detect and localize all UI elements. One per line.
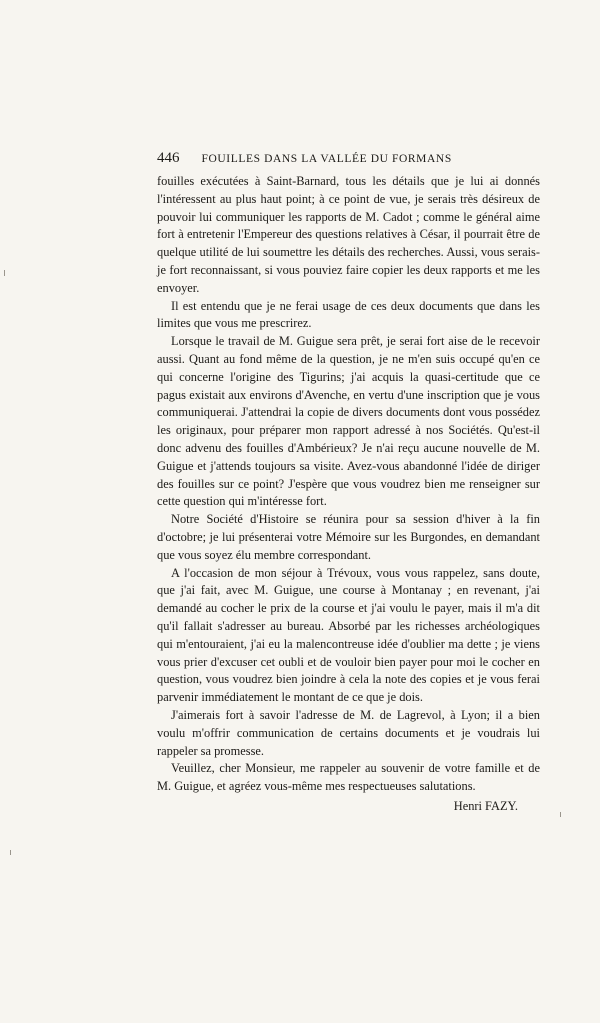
paragraph: Il est entendu que je ne ferai usage de ces deux documents que dans les limites que vous me prescrirez. (157, 298, 540, 331)
page-header (157, 150, 540, 167)
paragraph: Veuillez, cher Monsieur, me rappeler au souvenir de votre famille et de M. Guigue, et agréez vous-même mes respectueuses salutations. (157, 761, 540, 794)
paragraph: Notre Société d'Histoire se réunira pour sa session d'hiver à la fin d'octobre; je lui présenterai votre Mémoire sur les Burgondes, en demandant que vous soyez élu membre correspondant. (157, 512, 540, 562)
page-body (157, 150, 540, 816)
paragraph: A l'occasion de mon séjour à Trévoux, vous vous rappelez, sans doute, que j'ai fait, avec M. Guigue, une course à Montanay ; en revenant, j'ai demandé au cocher le prix de la course et j'ai voulu le payer, mais il m'a dit qu'il fallait s'adresser au bureau. Absorbé par les richesses archéologiques qui m'entouraient, j'ai eu la malencontreuse idée d'oublier ma dette ; je viens vous prier d'excuser cet oubli et de vouloir bien payer pour moi le cocher en question, vous voudrez bien joindre à cela la note des copies et je vous ferai parvenir immédiatement le montant de ce que je dois. (157, 565, 540, 705)
signature: Henri FAZY. (453, 798, 518, 813)
page-number: 446 (157, 150, 180, 166)
paragraph: J'aimerais fort à savoir l'adresse de M. de Lagrevol, à Lyon; il a bien voulu m'offrir communication de certains documents et je voudrais lui rappeler sa promesse. (157, 707, 540, 758)
paragraph: Lorsque le travail de M. Guigue sera prêt, je serai fort aise de le recevoir aussi. Quant au fond même de la question, je ne m'en suis occupé qu'en ce qui concerne l'origine des Tigurins; j'ai acquis la quasi-certitude que ce pagus existait aux environs d'Avenche, en vertu d'une inscription que je vous communiquerai. J'attendrai la copie de divers documents dont vous possédez les originaux, pour préparer mon rapport adressé à nos Sociétés. Qu'est-il donc advenu des fouilles d'Ambérieux? Je n'ai reçu aucune nouvelle de M. Guigue et j'attends toujours sa visite. Avez-vous abandonné l'idée de diriger des fouilles sur ce point? J'espère que vous voudrez bien me renseigner sur cette question qui m'intéresse fort. (157, 334, 540, 509)
paragraph: fouilles exécutées à Saint-Barnard, tous les détails que je lui ai donnés l'intéressent au plus haut point; à ce point de vue, je serais très désireux de pouvoir lui communiquer les rapports de M. Cadot ; comme le général aime fort à entretenir l'Empereur des questions relatives à César, il pourrait être de quelque utilité de lui soumettre les détails des recherches. Aussi, vous serais-je fort reconnaissant, si vous pouviez faire copier les deux rapports et me les envoyer. (157, 174, 540, 295)
scan-mark (560, 812, 561, 817)
scan-mark (4, 270, 5, 276)
scan-mark (10, 850, 11, 855)
running-title: FOUILLES DANS LA VALLÉE DU FORMANS (201, 153, 452, 165)
